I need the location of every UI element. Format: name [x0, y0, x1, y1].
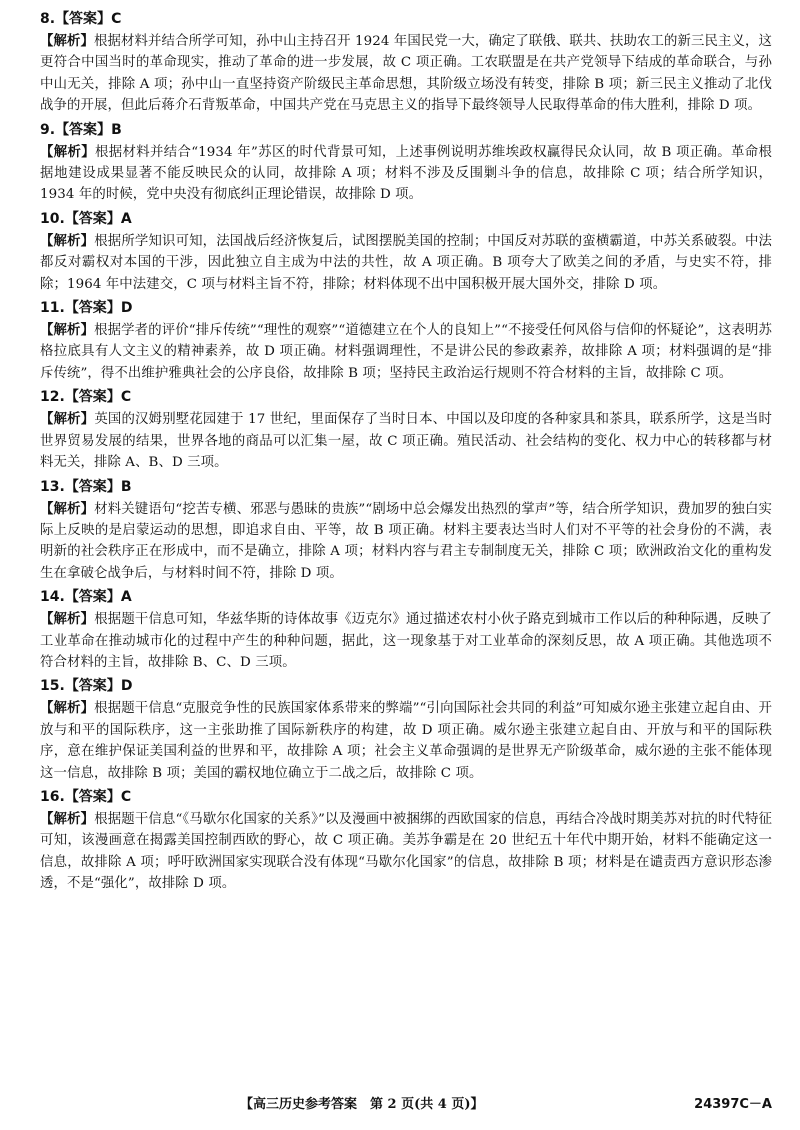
analysis-paragraph	[40, 142, 772, 206]
answer-line	[40, 677, 772, 696]
analysis-tag: 【解析】	[40, 143, 95, 160]
analysis-text: 根据题干信息“《马歇尔化国家的关系》”以及漫画中被捆绑的西欧国家的信息，再结合冷战时期美苏对抗的时代特征可知，该漫画意在揭露美国控制西欧的野心，故 C 项正确。美苏争霸是在 20 世纪五十年代中期开始，材料不能确定这一信息，故排除 A 项；呼吁欧洲国家实现联合没有体现“马歇尔化国家”的信息，故排除 B 项；材料是在谴责西方意识形态渗透，不是“强化”，故排除 D 项。	[40, 811, 772, 892]
answer-tag: 【答案】	[64, 678, 121, 695]
analysis-tag: 【解析】	[40, 322, 95, 339]
question-block	[40, 210, 772, 295]
analysis-tag: 【解析】	[40, 232, 95, 249]
analysis-tag: 【解析】	[40, 810, 95, 827]
question-block	[40, 121, 772, 206]
answer-letter: B	[120, 478, 132, 495]
analysis-text: 根据材料并结合“1934 年”苏区的时代背景可知，上述事例说明苏维埃政权赢得民众认同，故 B 项正确。革命根据地建设成果显著不能反映民众的认同，故排除 A 项；材料不涉及反围剿斗争的信息，故排除 C 项；结合所学知识，1934 年的时候，党中央没有彻底纠正理论错误，故排除 D 项。	[40, 144, 773, 203]
answer-line	[40, 788, 772, 807]
answer-line	[40, 478, 772, 497]
question-number: 13.	[40, 478, 65, 495]
question-block	[40, 588, 772, 673]
analysis-text: 根据所学知识可知，法国战后经济恢复后，试图摆脱美国的控制；中国反对苏联的蛮横霸道，中苏关系破裂。中法都反对霸权对本国的干涉，因此独立自主成为中法的共性，故 A 项正确。B 项夸大了欧美之间的矛盾，与史实不符，排除；1964 年中法建交，C 项与材料主旨不符，排除；材料体现不出中国积极开展大国外交，排除 D 项。	[40, 233, 772, 292]
question-number: 16.	[40, 788, 65, 805]
exam-code: 24397C－A	[694, 1097, 772, 1112]
answer-line	[40, 588, 772, 607]
analysis-paragraph	[40, 698, 772, 784]
analysis-paragraph	[40, 409, 772, 473]
question-block	[40, 10, 772, 117]
answer-letter: C	[111, 11, 122, 27]
answer-letter: D	[120, 300, 133, 317]
question-block	[40, 388, 772, 473]
answer-letter: C	[120, 389, 132, 406]
answer-line	[40, 299, 772, 318]
answer-tag: 【答案】	[64, 389, 121, 406]
answer-letter: A	[120, 210, 132, 227]
analysis-text: 英国的汉姆别墅花园建于 17 世纪，里面保存了当时日本、中国以及印度的各种家具和茶具，联系所学，这是当时世界贸易发展的结果，世界各地的商品可以汇集一屋，故 C 项正确。殖民活动、社会结构的变化、权力中心的转移都与材料无关，排除 A、B、D 三项。	[40, 412, 772, 471]
answer-letter: C	[120, 788, 132, 805]
answer-line	[40, 210, 772, 229]
question-list	[40, 10, 772, 895]
question-block	[40, 478, 772, 585]
analysis-text: 根据题干信息可知，华兹华斯的诗体故事《迈克尔》通过描述农村小伙子路克到城市工作以后的种种际遇，反映了工业革命在推动城市化的过程中产生的种种问题，据此，这一现象基于对工业革命的深刻反思，故 A 项正确。其他选项不符合材料的主旨，故排除 B、C、D 三项。	[40, 612, 772, 670]
analysis-tag: 【解析】	[40, 411, 95, 428]
analysis-text: 根据题干信息“克服竞争性的民族国家体系带来的弊端”“引向国际社会共同的利益”可知威尔逊主张建立起自由、开放与和平的国际秩序，这一主张助推了国际新秩序的构建，故 D 项正确。威尔逊主张建立起自由、开放与和平的国际秩序，意在维护保证美国利益的世界和平，故排除 A 项；社会主义革命强调的是世界无产阶级革命，威尔逊的主张不能体现这一信息，故排除 B 项；美国的霸权地位确立于二战之后，故排除 C 项。	[40, 701, 772, 781]
answer-line	[40, 121, 772, 140]
question-number: 11.	[40, 300, 65, 317]
question-number: 8.	[40, 11, 56, 27]
answer-tag: 【答案】	[64, 788, 121, 805]
analysis-paragraph	[40, 320, 772, 384]
footer-title: 【高三历史参考答案 第 2 页(共 4 页)】	[240, 1097, 484, 1112]
analysis-tag: 【解析】	[40, 700, 95, 717]
answer-tag: 【答案】	[55, 121, 112, 138]
answer-tag: 【答案】	[64, 300, 121, 317]
analysis-paragraph	[40, 231, 772, 295]
answer-line	[40, 388, 772, 407]
question-number: 12.	[40, 389, 65, 406]
answer-tag: 【答案】	[55, 11, 112, 27]
answer-line	[40, 10, 772, 29]
question-number: 15.	[40, 678, 65, 695]
question-block	[40, 299, 772, 384]
analysis-text: 根据材料并结合所学可知，孙中山主持召开 1924 年国民党一大，确定了联俄、联共、扶助农工的新三民主义，这更符合中国当时的革命现实，推动了革命的进一步发展，故 C 项正确。工农联盟是在共产党领导下结成的革命联合，与孙中山无关，排除 A 项；孙中山一直坚持资产阶级民主革命思想，其阶级立场没有转变，排除 B 项；新三民主义推动了北伐战争的开展，但此后蒋介石背叛革命，中国共产党在马克思主义的指导下最终领导人民取得革命的伟大胜利，排除 D 项。	[40, 34, 772, 114]
answer-tag: 【答案】	[64, 478, 121, 495]
answer-letter: B	[111, 121, 122, 138]
analysis-text: 根据学者的评价“排斥传统”“理性的观察”“道德建立在个人的良知上”“不接受任何风俗与信仰的怀疑论”，这表明苏格拉底具有人文主义的精神素养，故 D 项正确。材料强调理性，不是讲公民的参政素养，故排除 A 项；材料强调的是“排斥传统”，得不出维护雅典社会的公序良俗，故排除 B 项；坚持民主政治运行规则不符合材料的主旨，故排除 C 项。	[40, 323, 772, 381]
analysis-paragraph	[40, 809, 772, 895]
question-number: 10.	[40, 210, 65, 227]
question-block	[40, 788, 772, 895]
analysis-paragraph	[40, 499, 772, 585]
answer-tag: 【答案】	[64, 589, 121, 606]
answer-tag: 【答案】	[64, 210, 121, 227]
question-number: 14.	[40, 589, 65, 606]
analysis-tag: 【解析】	[40, 500, 95, 517]
answer-letter: D	[120, 678, 133, 695]
analysis-tag: 【解析】	[40, 33, 95, 49]
answer-page	[40, 10, 772, 899]
analysis-tag: 【解析】	[40, 611, 95, 628]
analysis-paragraph	[40, 609, 772, 673]
question-block	[40, 677, 772, 784]
analysis-text: 材料关键语句“挖苦专横、邪恶与愚昧的贵族”“剧场中总会爆发出热烈的掌声”等，结合所学知识，费加罗的独白实际上反映的是启蒙运动的思想，即追求自由、平等，故 B 项正确。材料主要表达当时人们对不平等的社会身份的不满，表明新的社会秩序正在形成中，而不是确立，排除 A 项；材料内容与君主专制制度无关，排除 C 项；欧洲政治文化的重构发生在拿破仑战争后，与材料时间不符，排除 D 项。	[40, 501, 772, 581]
question-number: 9.	[40, 121, 56, 138]
answer-letter: A	[120, 589, 132, 606]
analysis-paragraph	[40, 31, 772, 117]
